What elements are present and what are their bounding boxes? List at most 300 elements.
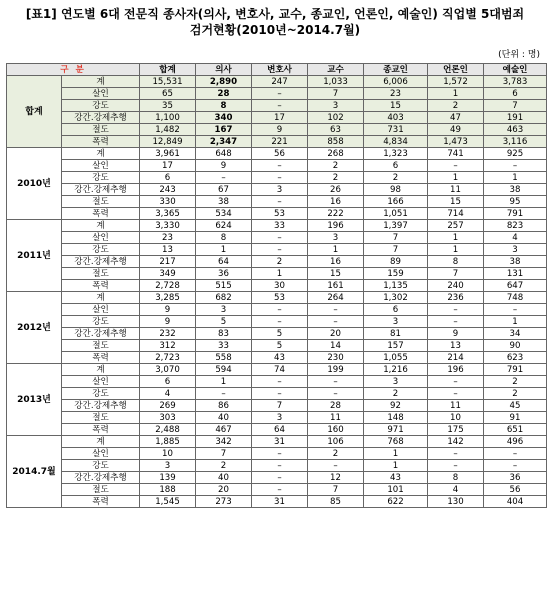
value-cell: 340 xyxy=(196,112,252,124)
value-cell: 1,051 xyxy=(364,208,428,220)
value-cell: 16 xyxy=(308,196,364,208)
value-cell: – xyxy=(484,448,547,460)
value-cell: 2 xyxy=(252,256,308,268)
crime-type-cell: 강도 xyxy=(62,100,140,112)
value-cell: 264 xyxy=(308,292,364,304)
value-cell: 20 xyxy=(308,328,364,340)
crime-type-cell: 폭력 xyxy=(62,208,140,220)
crime-type-cell: 강간.강제추행 xyxy=(62,400,140,412)
value-cell: – xyxy=(428,388,484,400)
value-cell: 1 xyxy=(484,172,547,184)
table-row xyxy=(7,376,547,388)
value-cell: 2 xyxy=(484,388,547,400)
value-cell: 12,849 xyxy=(140,136,196,148)
value-cell: 1,135 xyxy=(364,280,428,292)
value-cell: 1,545 xyxy=(140,496,196,508)
value-cell: – xyxy=(428,160,484,172)
value-cell: 1 xyxy=(428,244,484,256)
value-cell: – xyxy=(252,448,308,460)
crime-type-cell: 강도 xyxy=(62,388,140,400)
crime-type-cell: 폭력 xyxy=(62,136,140,148)
value-cell: 40 xyxy=(196,412,252,424)
value-cell: – xyxy=(252,160,308,172)
value-cell: 7 xyxy=(364,232,428,244)
value-cell: – xyxy=(308,460,364,472)
table-row xyxy=(7,448,547,460)
value-cell: 157 xyxy=(364,340,428,352)
crime-type-cell: 계 xyxy=(62,436,140,448)
value-cell: 83 xyxy=(196,328,252,340)
value-cell: 622 xyxy=(364,496,428,508)
value-cell: 2,723 xyxy=(140,352,196,364)
value-cell: 925 xyxy=(484,148,547,160)
value-cell: 199 xyxy=(308,364,364,376)
value-cell: 15,531 xyxy=(140,76,196,88)
crime-type-cell: 계 xyxy=(62,364,140,376)
table-row xyxy=(7,364,547,376)
crime-type-cell: 강도 xyxy=(62,244,140,256)
table-row xyxy=(7,268,547,280)
value-cell: 330 xyxy=(140,196,196,208)
value-cell: 594 xyxy=(196,364,252,376)
value-cell: 404 xyxy=(484,496,547,508)
value-cell: 196 xyxy=(428,364,484,376)
value-cell: 38 xyxy=(484,256,547,268)
value-cell: 463 xyxy=(484,124,547,136)
value-cell: 1 xyxy=(364,460,428,472)
value-cell: – xyxy=(308,376,364,388)
value-cell: 7 xyxy=(428,268,484,280)
table-row xyxy=(7,256,547,268)
value-cell: 6 xyxy=(364,160,428,172)
unit-label: (단위 : 명) xyxy=(498,50,540,60)
crime-type-cell: 절도 xyxy=(62,484,140,496)
value-cell: 67 xyxy=(196,184,252,196)
year-cell: 2012년 xyxy=(7,292,62,364)
value-cell: 56 xyxy=(252,148,308,160)
value-cell: 3 xyxy=(364,376,428,388)
value-cell: 312 xyxy=(140,340,196,352)
value-cell: 5 xyxy=(252,340,308,352)
value-cell: – xyxy=(252,244,308,256)
value-cell: – xyxy=(308,316,364,328)
table-row xyxy=(7,496,547,508)
year-cell: 합계 xyxy=(7,76,62,148)
crime-type-cell: 강도 xyxy=(62,460,140,472)
value-cell: 9 xyxy=(252,124,308,136)
title-line-1: [표1] 연도별 6대 전문직 종사자(의사, 변호사, 교수, 종교인, 언론인, 예술인) 직업별 5대범죄 xyxy=(25,7,525,21)
value-cell: 8 xyxy=(196,232,252,244)
table-row xyxy=(7,76,547,88)
value-cell: 20 xyxy=(196,484,252,496)
value-cell: 2 xyxy=(308,172,364,184)
value-cell: 741 xyxy=(428,148,484,160)
value-cell: – xyxy=(196,172,252,184)
value-cell: 496 xyxy=(484,436,547,448)
value-cell: 1 xyxy=(196,244,252,256)
value-cell: 3,330 xyxy=(140,220,196,232)
header-journalist: 언론인 xyxy=(428,64,484,76)
value-cell: 2,347 xyxy=(196,136,252,148)
value-cell: 2 xyxy=(484,376,547,388)
value-cell: 92 xyxy=(364,400,428,412)
value-cell: 858 xyxy=(308,136,364,148)
value-cell: 403 xyxy=(364,112,428,124)
value-cell: 768 xyxy=(364,436,428,448)
value-cell: 2,728 xyxy=(140,280,196,292)
value-cell: 43 xyxy=(252,352,308,364)
header-lawyer: 변호사 xyxy=(252,64,308,76)
header-religious: 종교인 xyxy=(364,64,428,76)
value-cell: 13 xyxy=(140,244,196,256)
value-cell: 1,885 xyxy=(140,436,196,448)
value-cell: 240 xyxy=(428,280,484,292)
value-cell: – xyxy=(252,232,308,244)
value-cell: 1,473 xyxy=(428,136,484,148)
value-cell: 8 xyxy=(428,472,484,484)
value-cell: 2 xyxy=(364,388,428,400)
value-cell: 47 xyxy=(428,112,484,124)
crime-type-cell: 계 xyxy=(62,148,140,160)
value-cell: – xyxy=(428,316,484,328)
crime-type-cell: 살인 xyxy=(62,160,140,172)
table-row xyxy=(7,232,547,244)
crime-type-cell: 강도 xyxy=(62,316,140,328)
value-cell: 1,397 xyxy=(364,220,428,232)
value-cell: 651 xyxy=(484,424,547,436)
value-cell: – xyxy=(428,376,484,388)
value-cell: 647 xyxy=(484,280,547,292)
value-cell: 1 xyxy=(428,88,484,100)
value-cell: – xyxy=(428,448,484,460)
crime-type-cell: 강간.강제추행 xyxy=(62,256,140,268)
table-row xyxy=(7,292,547,304)
value-cell: 2 xyxy=(196,460,252,472)
value-cell: 9 xyxy=(428,328,484,340)
crime-type-cell: 절도 xyxy=(62,268,140,280)
value-cell: 191 xyxy=(484,112,547,124)
value-cell: 11 xyxy=(308,412,364,424)
crime-type-cell: 계 xyxy=(62,292,140,304)
value-cell: 160 xyxy=(308,424,364,436)
value-cell: – xyxy=(484,304,547,316)
value-cell: 28 xyxy=(308,400,364,412)
value-cell: 624 xyxy=(196,220,252,232)
value-cell: 36 xyxy=(196,268,252,280)
crime-type-cell: 강간.강제추행 xyxy=(62,328,140,340)
value-cell: 1,323 xyxy=(364,148,428,160)
value-cell: 43 xyxy=(364,472,428,484)
value-cell: 28 xyxy=(196,88,252,100)
value-cell: 89 xyxy=(364,256,428,268)
value-cell: 3 xyxy=(196,304,252,316)
year-cell: 2014.7월 xyxy=(7,436,62,508)
value-cell: 131 xyxy=(484,268,547,280)
value-cell: – xyxy=(428,304,484,316)
value-cell: 1,033 xyxy=(308,76,364,88)
value-cell: 12 xyxy=(308,472,364,484)
value-cell: 3,285 xyxy=(140,292,196,304)
table-body xyxy=(7,76,547,508)
value-cell: – xyxy=(428,460,484,472)
year-cell: 2013년 xyxy=(7,364,62,436)
value-cell: 9 xyxy=(196,160,252,172)
value-cell: 3 xyxy=(252,184,308,196)
value-cell: 791 xyxy=(484,208,547,220)
table-row xyxy=(7,412,547,424)
value-cell: 5 xyxy=(196,316,252,328)
value-cell: 40 xyxy=(196,472,252,484)
value-cell: 130 xyxy=(428,496,484,508)
value-cell: 731 xyxy=(364,124,428,136)
value-cell: 33 xyxy=(252,220,308,232)
crime-type-cell: 살인 xyxy=(62,448,140,460)
crime-type-cell: 절도 xyxy=(62,412,140,424)
value-cell: 3 xyxy=(484,244,547,256)
value-cell: 214 xyxy=(428,352,484,364)
value-cell: 64 xyxy=(196,256,252,268)
value-cell: 15 xyxy=(364,100,428,112)
value-cell: 2,488 xyxy=(140,424,196,436)
value-cell: 45 xyxy=(484,400,547,412)
value-cell: 823 xyxy=(484,220,547,232)
value-cell: 8 xyxy=(428,256,484,268)
value-cell: 3,365 xyxy=(140,208,196,220)
value-cell: 269 xyxy=(140,400,196,412)
value-cell: 8 xyxy=(196,100,252,112)
value-cell: 86 xyxy=(196,400,252,412)
value-cell: 9 xyxy=(140,304,196,316)
value-cell: 95 xyxy=(484,196,547,208)
value-cell: 3,070 xyxy=(140,364,196,376)
value-cell: 243 xyxy=(140,184,196,196)
value-cell: 236 xyxy=(428,292,484,304)
table-row xyxy=(7,124,547,136)
value-cell: 6 xyxy=(140,376,196,388)
value-cell: 6,006 xyxy=(364,76,428,88)
value-cell: 161 xyxy=(308,280,364,292)
table-row xyxy=(7,100,547,112)
crime-type-cell: 강간.강제추행 xyxy=(62,112,140,124)
value-cell: – xyxy=(252,100,308,112)
value-cell: 6 xyxy=(364,304,428,316)
header-artist: 예술인 xyxy=(484,64,547,76)
table-row xyxy=(7,160,547,172)
value-cell: 11 xyxy=(428,400,484,412)
value-cell: 1,216 xyxy=(364,364,428,376)
value-cell: 1 xyxy=(484,316,547,328)
value-cell: 3,783 xyxy=(484,76,547,88)
value-cell: 1 xyxy=(364,448,428,460)
value-cell: 1 xyxy=(428,172,484,184)
title-line-2: 검거현황(2010년~2014.7월) xyxy=(189,23,361,37)
value-cell: 1,572 xyxy=(428,76,484,88)
value-cell: 3 xyxy=(252,412,308,424)
table-row xyxy=(7,484,547,496)
value-cell: 63 xyxy=(308,124,364,136)
table-row xyxy=(7,472,547,484)
value-cell: 56 xyxy=(484,484,547,496)
crime-type-cell: 폭력 xyxy=(62,424,140,436)
table-row xyxy=(7,172,547,184)
value-cell: – xyxy=(252,316,308,328)
value-cell: 26 xyxy=(308,184,364,196)
value-cell: 791 xyxy=(484,364,547,376)
value-cell: 6 xyxy=(484,88,547,100)
value-cell: 648 xyxy=(196,148,252,160)
value-cell: 38 xyxy=(196,196,252,208)
value-cell: 230 xyxy=(308,352,364,364)
value-cell: 7 xyxy=(196,448,252,460)
value-cell: 221 xyxy=(252,136,308,148)
value-cell: 1,055 xyxy=(364,352,428,364)
value-cell: 222 xyxy=(308,208,364,220)
value-cell: – xyxy=(484,460,547,472)
value-cell: 3 xyxy=(140,460,196,472)
value-cell: 714 xyxy=(428,208,484,220)
value-cell: 5 xyxy=(252,328,308,340)
value-cell: 15 xyxy=(428,196,484,208)
table-row xyxy=(7,148,547,160)
value-cell: 64 xyxy=(252,424,308,436)
table-row xyxy=(7,136,547,148)
value-cell: 7 xyxy=(308,88,364,100)
value-cell: – xyxy=(252,196,308,208)
table-row xyxy=(7,112,547,124)
value-cell: 17 xyxy=(140,160,196,172)
table-row xyxy=(7,184,547,196)
table-row xyxy=(7,196,547,208)
value-cell: – xyxy=(252,172,308,184)
header-doctor: 의사 xyxy=(196,64,252,76)
value-cell: – xyxy=(252,472,308,484)
header-category: 구 분 xyxy=(7,64,140,76)
crime-type-cell: 강간.강제추행 xyxy=(62,472,140,484)
value-cell: 166 xyxy=(364,196,428,208)
value-cell: 14 xyxy=(308,340,364,352)
crime-type-cell: 폭력 xyxy=(62,352,140,364)
value-cell: 3,961 xyxy=(140,148,196,160)
table-row xyxy=(7,400,547,412)
value-cell: 81 xyxy=(364,328,428,340)
value-cell: 38 xyxy=(484,184,547,196)
value-cell: 2 xyxy=(308,160,364,172)
value-cell: 1,100 xyxy=(140,112,196,124)
value-cell: 534 xyxy=(196,208,252,220)
value-cell: 90 xyxy=(484,340,547,352)
value-cell: 33 xyxy=(196,340,252,352)
value-cell: 1 xyxy=(428,232,484,244)
value-cell: 232 xyxy=(140,328,196,340)
header-professor: 교수 xyxy=(308,64,364,76)
value-cell: 167 xyxy=(196,124,252,136)
value-cell: 2,890 xyxy=(196,76,252,88)
crime-type-cell: 살인 xyxy=(62,232,140,244)
value-cell: – xyxy=(252,460,308,472)
value-cell: 1 xyxy=(308,244,364,256)
crime-type-cell: 폭력 xyxy=(62,496,140,508)
value-cell: – xyxy=(252,88,308,100)
value-cell: 139 xyxy=(140,472,196,484)
crime-type-cell: 절도 xyxy=(62,340,140,352)
value-cell: 4 xyxy=(484,232,547,244)
value-cell: 196 xyxy=(308,220,364,232)
value-cell: 148 xyxy=(364,412,428,424)
value-cell: 257 xyxy=(428,220,484,232)
header-row xyxy=(7,64,547,76)
crime-type-cell: 강간.강제추행 xyxy=(62,184,140,196)
value-cell: 7 xyxy=(364,244,428,256)
crime-type-cell: 살인 xyxy=(62,304,140,316)
value-cell: – xyxy=(252,388,308,400)
value-cell: 11 xyxy=(428,184,484,196)
year-cell: 2010년 xyxy=(7,148,62,220)
value-cell: 7 xyxy=(484,100,547,112)
value-cell: 74 xyxy=(252,364,308,376)
value-cell: 4,834 xyxy=(364,136,428,148)
table-title xyxy=(0,6,550,38)
value-cell: 7 xyxy=(308,484,364,496)
value-cell: 10 xyxy=(140,448,196,460)
value-cell: – xyxy=(484,160,547,172)
value-cell: 1,482 xyxy=(140,124,196,136)
value-cell: 35 xyxy=(140,100,196,112)
table-row xyxy=(7,328,547,340)
table-row xyxy=(7,304,547,316)
table-row xyxy=(7,340,547,352)
value-cell: 467 xyxy=(196,424,252,436)
value-cell: 3 xyxy=(308,100,364,112)
value-cell: 342 xyxy=(196,436,252,448)
value-cell: 9 xyxy=(140,316,196,328)
table-row xyxy=(7,316,547,328)
crime-type-cell: 살인 xyxy=(62,376,140,388)
value-cell: – xyxy=(196,388,252,400)
value-cell: 91 xyxy=(484,412,547,424)
value-cell: 36 xyxy=(484,472,547,484)
crime-type-cell: 계 xyxy=(62,76,140,88)
table-row xyxy=(7,352,547,364)
value-cell: 175 xyxy=(428,424,484,436)
value-cell: 85 xyxy=(308,496,364,508)
value-cell: – xyxy=(252,484,308,496)
value-cell: 142 xyxy=(428,436,484,448)
header-total: 합계 xyxy=(140,64,196,76)
value-cell: 53 xyxy=(252,292,308,304)
value-cell: 1 xyxy=(252,268,308,280)
value-cell: 188 xyxy=(140,484,196,496)
table-row xyxy=(7,244,547,256)
value-cell: 247 xyxy=(252,76,308,88)
value-cell: 1 xyxy=(196,376,252,388)
crime-type-cell: 폭력 xyxy=(62,280,140,292)
value-cell: – xyxy=(308,304,364,316)
value-cell: 971 xyxy=(364,424,428,436)
value-cell: 6 xyxy=(140,172,196,184)
crime-type-cell: 강도 xyxy=(62,172,140,184)
value-cell: 102 xyxy=(308,112,364,124)
crime-type-cell: 계 xyxy=(62,220,140,232)
value-cell: 17 xyxy=(252,112,308,124)
crime-type-cell: 절도 xyxy=(62,124,140,136)
value-cell: 2 xyxy=(428,100,484,112)
value-cell: – xyxy=(252,304,308,316)
value-cell: 101 xyxy=(364,484,428,496)
table-row xyxy=(7,208,547,220)
value-cell: 31 xyxy=(252,496,308,508)
crime-type-cell: 살인 xyxy=(62,88,140,100)
value-cell: 682 xyxy=(196,292,252,304)
